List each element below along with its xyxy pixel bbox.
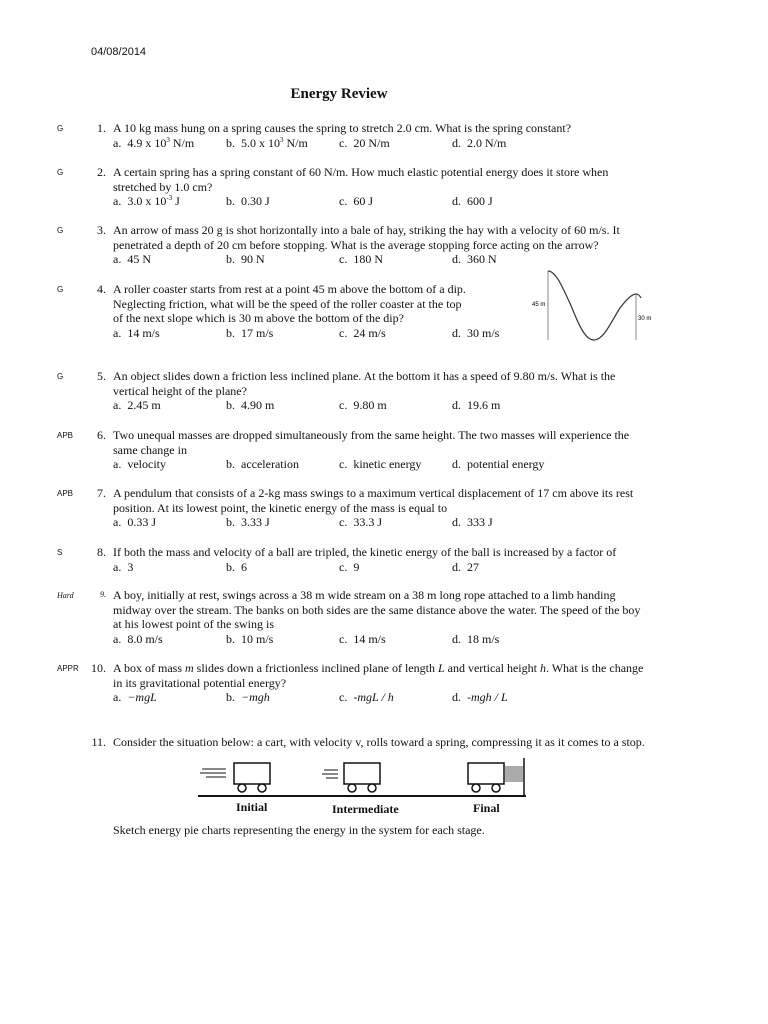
- choice-c: c. 180 N: [339, 252, 383, 266]
- choice-a: a. 4.9 x $10^3$ N/m: [113, 135, 195, 150]
- question-tag: G: [57, 285, 64, 294]
- choice-a: a. 8.0 m/s: [113, 631, 163, 646]
- stage-label-initial: Initial: [236, 800, 268, 814]
- cart-wheel: [472, 784, 480, 792]
- cart-spring-diagram: [196, 756, 532, 800]
- question-text-line: Neglecting friction, what will be the speed of the roller coaster at the top: [113, 296, 462, 311]
- question-tag: S: [57, 548, 63, 557]
- choice-c: c. 14 m/s: [339, 631, 386, 646]
- question-text-line: A roller coaster starts from rest at a point 45 m above the bottom of a dip.: [113, 282, 466, 296]
- cart-wheel: [492, 784, 500, 792]
- question-number: 2.: [97, 165, 106, 179]
- question-number: 8.: [97, 545, 106, 559]
- choice-c: c. 24 m/s: [339, 325, 386, 340]
- choice-c: c. 9: [339, 559, 360, 574]
- question-text: A certain spring has a spring constant of 60 N/m. How much elastic potential energy does it store when stretched by 1.0 cm?: [113, 165, 609, 194]
- cart-wheel: [368, 784, 376, 792]
- choice-a: a. −mgL: [113, 690, 157, 704]
- cart-body: [344, 763, 380, 784]
- question-tag: G: [57, 168, 64, 177]
- question-tag: G: [57, 226, 64, 235]
- question-tag: APB: [57, 431, 74, 440]
- question-text: An object slides down a friction less inclined plane. At the bottom it has a speed of 9.80 m/s. What is the vertical height of the plane?: [113, 369, 616, 398]
- question-tag: G: [57, 372, 64, 381]
- choice-c: c. kinetic energy: [339, 457, 422, 471]
- choice-d: d. 2.0 N/m: [452, 135, 507, 150]
- question-number: 4.: [97, 282, 106, 296]
- question-number: 9.: [100, 590, 106, 599]
- cart-initial: [200, 763, 270, 792]
- choice-c: c. 20 N/m: [339, 135, 390, 150]
- choice-a: a. 45 N: [113, 252, 151, 266]
- question-tag: APPR: [57, 664, 79, 673]
- cart-final: [468, 763, 504, 792]
- choice-a: a. 0.33 J: [113, 515, 156, 529]
- choice-a: a. 3.0 x $10^{-3}$ J: [113, 194, 180, 208]
- question-number: 6.: [97, 428, 106, 442]
- question-text: A pendulum that consists of a 2-kg mass swings to a maximum vertical displacement of 17 cm above its rest position. At its lowest point, the kinetic energy of the mass is equal to: [113, 486, 634, 515]
- question-text-line: of the next slope which is 30 m above the bottom of the dip?: [113, 311, 404, 325]
- choice-d: d. 600 J: [452, 194, 493, 208]
- spring-compressed: [506, 766, 522, 782]
- choice-a: a. 14 m/s: [113, 325, 160, 340]
- question-text: An arrow of mass 20 g is shot horizontally into a bale of hay, striking the hay with a velocity of 60 m/s. It penetrated a depth of 20 cm before stopping. What is the average stopping force acting on the arrow?: [113, 223, 620, 252]
- choice-c: c. 9.80 m: [339, 398, 387, 412]
- question-text: If both the mass and velocity of a ball are tripled, the kinetic energy of the ball is increased by a factor of: [113, 545, 617, 559]
- question-number: 5.: [97, 369, 106, 383]
- choice-c: c. -mgL / h: [339, 690, 394, 704]
- choice-d: d. 360 N: [452, 252, 497, 266]
- choice-b: b. 90 N: [226, 252, 265, 266]
- choice-b: b. 0.30 J: [226, 194, 270, 208]
- stage-label-final: Final: [473, 801, 500, 815]
- cart-wheel: [348, 784, 356, 792]
- choice-b: b. 10 m/s: [226, 631, 274, 646]
- choice-b: b. 3.33 J: [226, 515, 270, 529]
- date: 04/08/2014: [91, 46, 147, 58]
- label-45m: 45 m: [532, 302, 546, 308]
- choice-c: c. 60 J: [339, 194, 373, 208]
- question-number: 1.: [97, 121, 106, 135]
- question-tag: APB: [57, 489, 74, 498]
- page-title: Energy Review: [290, 86, 388, 102]
- choice-d: d. 18 m/s: [452, 631, 500, 646]
- choice-d: d. 30 m/s: [452, 325, 500, 340]
- question-text: A box of mass m slides down a frictionless inclined plane of length L and vertical height h. What is the change in its gravitational potential energy?: [113, 661, 644, 690]
- choice-b: b. −mgh: [226, 690, 270, 704]
- question-tag: Hard: [57, 591, 74, 600]
- question-tag: G: [57, 124, 64, 133]
- cart-body: [234, 763, 270, 784]
- question-number: 11.: [91, 735, 106, 749]
- question-number: 10.: [91, 661, 106, 675]
- track-curve: [548, 271, 641, 340]
- choice-a: a. 3: [113, 559, 134, 574]
- choice-b: b. 6: [226, 559, 247, 574]
- cart-intermediate: [322, 763, 380, 792]
- choice-b: b. 17 m/s: [226, 325, 274, 340]
- question-text: Consider the situation below: a cart, with velocity v, rolls toward a spring, compressing it as it comes to a stop.: [113, 735, 645, 749]
- cart-wheel: [238, 784, 246, 792]
- choice-a: a. velocity: [113, 457, 166, 471]
- question-text: A 10 kg mass hung on a spring causes the spring to stretch 2.0 cm. What is the spring constant?: [113, 121, 572, 135]
- roller-coaster-figure: [528, 268, 668, 344]
- stage-label-intermediate: Intermediate: [332, 802, 399, 816]
- question-text: A boy, initially at rest, swings across a 38 m wide stream on a 38 m long rope attached to a limb handing midway over the stream. The banks on both sides are the same distance above the water. The speed of the boy at his lowest point of the swing is: [113, 588, 641, 631]
- choice-d: d. 19.6 m: [452, 398, 501, 412]
- choice-d: d. 333 J: [452, 515, 493, 529]
- question-number: 7.: [97, 486, 106, 500]
- label-30m: 30 m: [638, 316, 652, 322]
- choice-d: d. -mgh / L: [452, 690, 508, 704]
- choice-a: a. 2.45 m: [113, 398, 161, 412]
- cart-wheel: [258, 784, 266, 792]
- choice-b: b. 5.0 x $10^3$ N/m: [226, 135, 308, 150]
- choice-b: b. 4.90 m: [226, 398, 275, 412]
- choice-b: b. acceleration: [226, 457, 299, 471]
- cart-body: [468, 763, 504, 784]
- instruction-text: Sketch energy pie charts representing the energy in the system for each stage.: [113, 823, 485, 837]
- question-text: Two unequal masses are dropped simultaneously from the same height. The two masses will experience the same change in: [113, 428, 630, 457]
- question-number: 3.: [97, 223, 106, 237]
- choice-c: c. 33.3 J: [339, 515, 382, 529]
- choice-d: d. potential energy: [452, 457, 545, 471]
- choice-d: d. 27: [452, 559, 479, 574]
